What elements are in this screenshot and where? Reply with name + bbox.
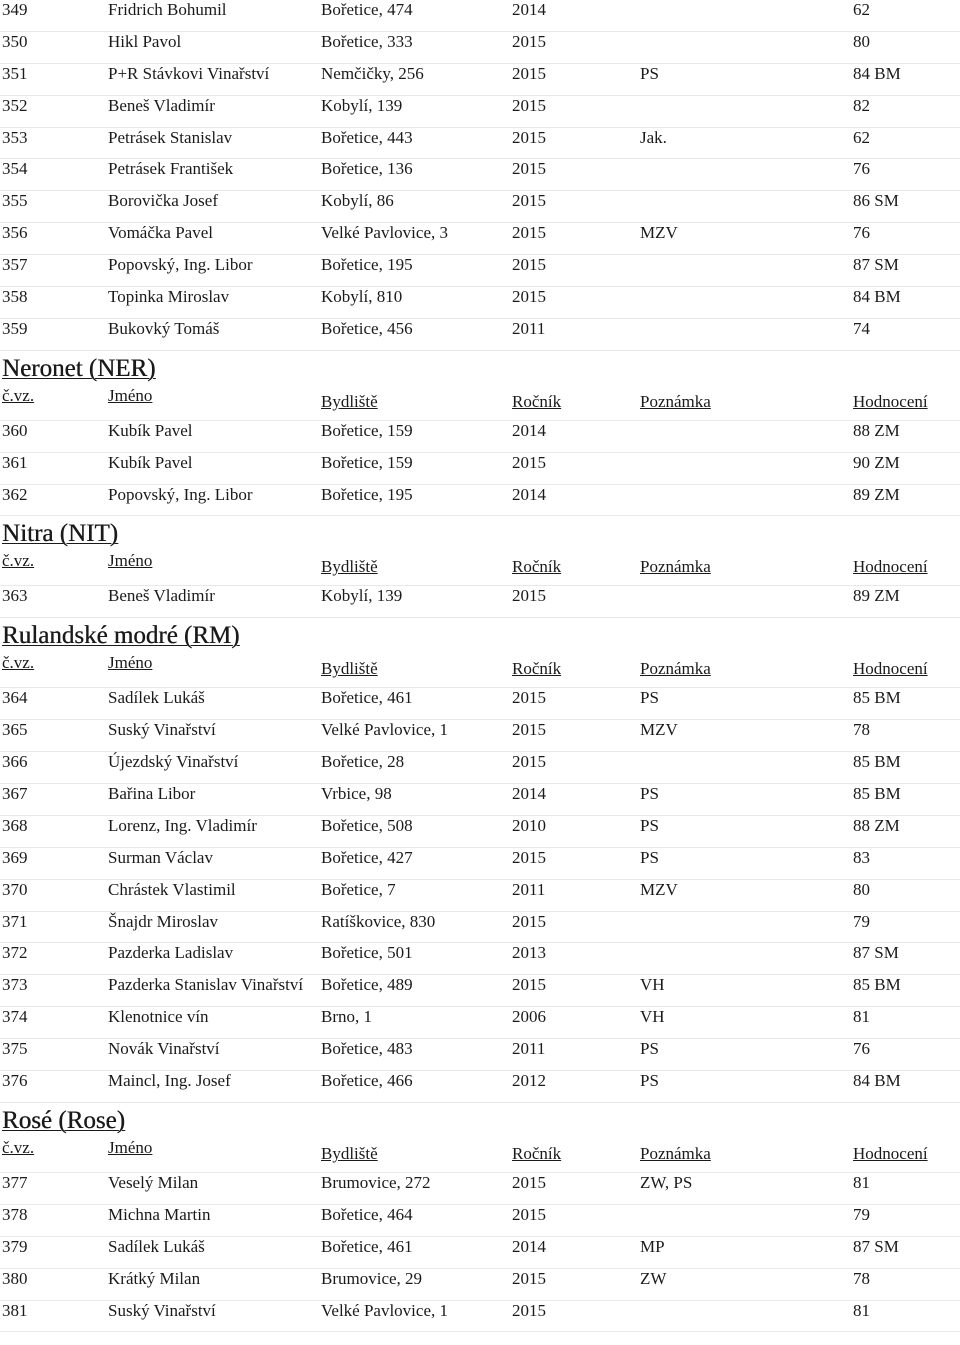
table-header-row <box>0 553 960 586</box>
sample-number-cell: 363 <box>2 586 28 606</box>
column-header-note: Poznámka <box>640 659 711 679</box>
address-cell: Bořetice, 456 <box>321 318 413 338</box>
rating-cell: 81 <box>853 1300 870 1320</box>
producer-name-cell: Topinka Miroslav <box>108 287 230 307</box>
table-row <box>0 64 960 96</box>
table-row <box>0 223 960 255</box>
vintage-year-cell: 2015 <box>512 31 546 51</box>
producer-name-cell: Vomáčka Pavel <box>108 223 213 243</box>
table-row <box>0 128 960 160</box>
sample-number-cell: 377 <box>2 1172 28 1192</box>
vintage-year-cell: 2015 <box>512 452 546 472</box>
address-cell: Bořetice, 159 <box>321 420 413 440</box>
producer-name-cell: Petrásek František <box>108 159 234 179</box>
table-row <box>0 880 960 912</box>
sample-number-cell: 374 <box>2 1007 28 1027</box>
vintage-year-cell: 2015 <box>512 127 546 147</box>
vintage-year-cell: 2015 <box>512 1172 546 1192</box>
sample-number-cell: 354 <box>2 159 28 179</box>
note-cell: MZV <box>640 879 678 899</box>
sample-number-cell: 353 <box>2 127 28 147</box>
vintage-year-cell: 2011 <box>512 1039 546 1059</box>
address-cell: Bořetice, 159 <box>321 452 413 472</box>
rating-cell: 79 <box>853 1204 870 1224</box>
note-cell: ZW, PS <box>640 1172 693 1192</box>
producer-name-cell: Beneš Vladimír <box>108 95 215 115</box>
column-header-address: Bydliště <box>321 391 378 411</box>
address-cell: Bořetice, 333 <box>321 31 413 51</box>
note-cell: Jak. <box>640 127 667 147</box>
address-cell: Bořetice, 474 <box>321 0 413 19</box>
column-header-note: Poznámka <box>640 1143 711 1163</box>
rating-cell: 85 BM <box>853 752 901 772</box>
vintage-year-cell: 2015 <box>512 255 546 275</box>
rating-cell: 83 <box>853 847 870 867</box>
address-cell: Velké Pavlovice, 3 <box>321 223 448 243</box>
producer-name-cell: Hikl Pavol <box>108 31 182 51</box>
producer-name-cell: Suský Vinařství <box>108 720 216 740</box>
vintage-year-cell: 2013 <box>512 943 546 963</box>
sample-number-cell: 351 <box>2 63 28 83</box>
producer-name-cell: Pazderka Stanislav Vinařství <box>108 975 304 995</box>
producer-name-cell: Maincl, Ing. Josef <box>108 1071 231 1091</box>
rating-cell: 86 SM <box>853 191 899 211</box>
producer-name-cell: P+R Stávkovi Vinařství <box>108 63 270 83</box>
address-cell: Velké Pavlovice, 1 <box>321 1300 448 1320</box>
column-header-address: Bydliště <box>321 557 378 577</box>
producer-name-cell: Suský Vinařství <box>108 1300 216 1320</box>
producer-name-cell: Šnajdr Miroslav <box>108 911 219 931</box>
vintage-year-cell: 2014 <box>512 420 546 440</box>
sample-number-cell: 380 <box>2 1268 28 1288</box>
column-header-producer-name: Jméno <box>108 551 153 571</box>
rating-cell: 89 ZM <box>853 484 900 504</box>
address-cell: Bořetice, 195 <box>321 484 413 504</box>
sample-number-cell: 364 <box>2 688 28 708</box>
address-cell: Brumovice, 272 <box>321 1172 431 1192</box>
producer-name-cell: Popovský, Ing. Libor <box>108 255 253 275</box>
sample-number-cell: 368 <box>2 815 28 835</box>
sample-number-cell: 373 <box>2 975 28 995</box>
column-header-rating: Hodnocení <box>853 557 928 577</box>
producer-name-cell: Bukovký Tomáš <box>108 318 220 338</box>
table-row <box>0 1301 960 1333</box>
producer-name-cell: Újezdský Vinařství <box>108 752 239 772</box>
column-header-vintage-year: Ročník <box>512 391 562 411</box>
address-cell: Bořetice, 466 <box>321 1071 413 1091</box>
rating-cell: 78 <box>853 720 870 740</box>
rating-cell: 76 <box>853 159 870 179</box>
address-cell: Bořetice, 461 <box>321 1236 413 1256</box>
table-row <box>0 1205 960 1237</box>
sample-number-cell: 352 <box>2 95 28 115</box>
sample-number-cell: 359 <box>2 318 28 338</box>
rating-cell: 85 BM <box>853 688 901 708</box>
column-header-vintage-year: Ročník <box>512 557 562 577</box>
vintage-year-cell: 2015 <box>512 720 546 740</box>
column-header-sample-number: č.vz. <box>2 551 35 571</box>
table-row <box>0 453 960 485</box>
column-header-address: Bydliště <box>321 659 378 679</box>
column-header-vintage-year: Ročník <box>512 659 562 679</box>
producer-name-cell: Lorenz, Ing. Vladimír <box>108 815 257 835</box>
table-row <box>0 943 960 975</box>
address-cell: Bořetice, 443 <box>321 127 413 147</box>
vintage-year-cell: 2014 <box>512 484 546 504</box>
sample-number-cell: 366 <box>2 752 28 772</box>
table-row <box>0 848 960 880</box>
sample-number-cell: 378 <box>2 1204 28 1224</box>
address-cell: Kobylí, 810 <box>321 287 403 307</box>
note-cell: PS <box>640 784 659 804</box>
vintage-year-cell: 2011 <box>512 318 546 338</box>
column-header-rating: Hodnocení <box>853 391 928 411</box>
table-row <box>0 32 960 64</box>
section-title: Nitra (NIT) <box>2 520 118 548</box>
note-cell: PS <box>640 1071 659 1091</box>
sample-number-cell: 361 <box>2 452 28 472</box>
section-title: Neronet (NER) <box>2 354 156 382</box>
sample-number-cell: 375 <box>2 1039 28 1059</box>
table-row <box>0 586 960 618</box>
rating-cell: 81 <box>853 1007 870 1027</box>
vintage-year-cell: 2015 <box>512 586 546 606</box>
sample-number-cell: 379 <box>2 1236 28 1256</box>
note-cell: MZV <box>640 223 678 243</box>
rating-cell: 85 BM <box>853 784 901 804</box>
rating-cell: 88 ZM <box>853 420 900 440</box>
producer-name-cell: Fridrich Bohumil <box>108 0 227 19</box>
rating-cell: 76 <box>853 1039 870 1059</box>
table-row <box>0 912 960 944</box>
sample-number-cell: 381 <box>2 1300 28 1320</box>
table-row <box>0 720 960 752</box>
producer-name-cell: Bařina Libor <box>108 784 196 804</box>
table-row <box>0 1237 960 1269</box>
producer-name-cell: Veselý Milan <box>108 1172 199 1192</box>
rating-cell: 87 SM <box>853 255 899 275</box>
vintage-year-cell: 2015 <box>512 1204 546 1224</box>
address-cell: Bořetice, 427 <box>321 847 413 867</box>
table-row <box>0 485 960 517</box>
rating-cell: 74 <box>853 318 870 338</box>
rating-cell: 80 <box>853 31 870 51</box>
producer-name-cell: Petrásek Stanislav <box>108 127 233 147</box>
table-row <box>0 96 960 128</box>
vintage-year-cell: 2015 <box>512 911 546 931</box>
sample-number-cell: 355 <box>2 191 28 211</box>
sample-number-cell: 370 <box>2 879 28 899</box>
table-row <box>0 752 960 784</box>
column-header-vintage-year: Ročník <box>512 1143 562 1163</box>
table-row <box>0 1039 960 1071</box>
address-cell: Kobylí, 139 <box>321 95 403 115</box>
vintage-year-cell: 2015 <box>512 63 546 83</box>
vintage-year-cell: 2015 <box>512 688 546 708</box>
table-row <box>0 1269 960 1301</box>
section-title: Rosé (Rose) <box>2 1106 125 1134</box>
producer-name-cell: Sadílek Lukáš <box>108 688 205 708</box>
sample-number-cell: 369 <box>2 847 28 867</box>
producer-name-cell: Popovský, Ing. Libor <box>108 484 253 504</box>
column-header-note: Poznámka <box>640 391 711 411</box>
vintage-year-cell: 2006 <box>512 1007 546 1027</box>
address-cell: Bořetice, 501 <box>321 943 413 963</box>
address-cell: Bořetice, 483 <box>321 1039 413 1059</box>
address-cell: Ratíškovice, 830 <box>321 911 436 931</box>
note-cell: MZV <box>640 720 678 740</box>
producer-name-cell: Kubík Pavel <box>108 420 193 440</box>
section-title: Rulandské modré (RM) <box>2 622 240 650</box>
rating-cell: 84 BM <box>853 1071 901 1091</box>
note-cell: PS <box>640 847 659 867</box>
address-cell: Kobylí, 86 <box>321 191 394 211</box>
sample-number-cell: 365 <box>2 720 28 740</box>
table-row <box>0 1007 960 1039</box>
producer-name-cell: Beneš Vladimír <box>108 586 215 606</box>
rating-cell: 62 <box>853 127 870 147</box>
sample-number-cell: 360 <box>2 420 28 440</box>
vintage-year-cell: 2015 <box>512 975 546 995</box>
rating-cell: 78 <box>853 1268 870 1288</box>
address-cell: Velké Pavlovice, 1 <box>321 720 448 740</box>
sample-number-cell: 362 <box>2 484 28 504</box>
producer-name-cell: Krátký Milan <box>108 1268 201 1288</box>
address-cell: Kobylí, 139 <box>321 586 403 606</box>
rating-cell: 87 SM <box>853 1236 899 1256</box>
rating-cell: 81 <box>853 1172 870 1192</box>
note-cell: PS <box>640 1039 659 1059</box>
vintage-year-cell: 2014 <box>512 0 546 19</box>
vintage-year-cell: 2015 <box>512 191 546 211</box>
sample-number-cell: 371 <box>2 911 28 931</box>
column-header-rating: Hodnocení <box>853 659 928 679</box>
vintage-year-cell: 2011 <box>512 879 546 899</box>
table-header-row <box>0 655 960 688</box>
producer-name-cell: Kubík Pavel <box>108 452 193 472</box>
rating-cell: 89 ZM <box>853 586 900 606</box>
table-header-row <box>0 385 960 421</box>
table-row <box>0 191 960 223</box>
rating-cell: 88 ZM <box>853 815 900 835</box>
address-cell: Bořetice, 7 <box>321 879 396 899</box>
column-header-sample-number: č.vz. <box>2 385 35 405</box>
producer-name-cell: Pazderka Ladislav <box>108 943 234 963</box>
vintage-year-cell: 2015 <box>512 1268 546 1288</box>
column-header-producer-name: Jméno <box>108 1137 153 1157</box>
column-header-sample-number: č.vz. <box>2 653 35 673</box>
table-row <box>0 255 960 287</box>
rating-cell: 62 <box>853 0 870 19</box>
table-row <box>0 784 960 816</box>
table-row <box>0 1071 960 1103</box>
vintage-year-cell: 2014 <box>512 784 546 804</box>
address-cell: Brumovice, 29 <box>321 1268 423 1288</box>
column-header-address: Bydliště <box>321 1143 378 1163</box>
vintage-year-cell: 2015 <box>512 223 546 243</box>
sample-number-cell: 367 <box>2 784 28 804</box>
vintage-year-cell: 2015 <box>512 159 546 179</box>
note-cell: PS <box>640 815 659 835</box>
address-cell: Vrbice, 98 <box>321 784 392 804</box>
producer-name-cell: Michna Martin <box>108 1204 211 1224</box>
address-cell: Bořetice, 28 <box>321 752 405 772</box>
sample-number-cell: 357 <box>2 255 28 275</box>
note-cell: VH <box>640 975 665 995</box>
rating-cell: 82 <box>853 95 870 115</box>
note-cell: MP <box>640 1236 665 1256</box>
table-row <box>0 688 960 720</box>
table-row <box>0 159 960 191</box>
sample-number-cell: 350 <box>2 31 28 51</box>
column-header-rating: Hodnocení <box>853 1143 928 1163</box>
address-cell: Bořetice, 489 <box>321 975 413 995</box>
table-header-row <box>0 1137 960 1173</box>
rating-cell: 79 <box>853 911 870 931</box>
producer-name-cell: Klenotnice vín <box>108 1007 209 1027</box>
vintage-year-cell: 2014 <box>512 1236 546 1256</box>
producer-name-cell: Borovička Josef <box>108 191 219 211</box>
rating-cell: 85 BM <box>853 975 901 995</box>
vintage-year-cell: 2015 <box>512 287 546 307</box>
address-cell: Bořetice, 464 <box>321 1204 413 1224</box>
sample-number-cell: 349 <box>2 0 28 19</box>
vintage-year-cell: 2015 <box>512 752 546 772</box>
table-row <box>0 319 960 351</box>
address-cell: Nemčičky, 256 <box>321 63 424 83</box>
column-header-sample-number: č.vz. <box>2 1137 35 1157</box>
address-cell: Bořetice, 461 <box>321 688 413 708</box>
table-row <box>0 1173 960 1205</box>
table-row <box>0 816 960 848</box>
producer-name-cell: Sadílek Lukáš <box>108 1236 205 1256</box>
note-cell: VH <box>640 1007 665 1027</box>
producer-name-cell: Surman Václav <box>108 847 213 867</box>
vintage-year-cell: 2015 <box>512 847 546 867</box>
address-cell: Bořetice, 136 <box>321 159 413 179</box>
address-cell: Bořetice, 508 <box>321 815 413 835</box>
table-row <box>0 0 960 32</box>
vintage-year-cell: 2012 <box>512 1071 546 1091</box>
sample-number-cell: 372 <box>2 943 28 963</box>
vintage-year-cell: 2015 <box>512 95 546 115</box>
note-cell: PS <box>640 63 659 83</box>
rating-cell: 87 SM <box>853 943 899 963</box>
producer-name-cell: Novák Vinařství <box>108 1039 220 1059</box>
table-row <box>0 421 960 453</box>
sample-number-cell: 376 <box>2 1071 28 1091</box>
column-header-producer-name: Jméno <box>108 385 153 405</box>
note-cell: PS <box>640 688 659 708</box>
producer-name-cell: Chrástek Vlastimil <box>108 879 236 899</box>
vintage-year-cell: 2010 <box>512 815 546 835</box>
table-row <box>0 287 960 319</box>
vintage-year-cell: 2015 <box>512 1300 546 1320</box>
rating-cell: 84 BM <box>853 63 901 83</box>
rating-cell: 90 ZM <box>853 452 900 472</box>
address-cell: Bořetice, 195 <box>321 255 413 275</box>
note-cell: ZW <box>640 1268 667 1288</box>
column-header-note: Poznámka <box>640 557 711 577</box>
sample-number-cell: 356 <box>2 223 28 243</box>
column-header-producer-name: Jméno <box>108 653 153 673</box>
table-row <box>0 975 960 1007</box>
address-cell: Brno, 1 <box>321 1007 372 1027</box>
rating-cell: 84 BM <box>853 287 901 307</box>
rating-cell: 80 <box>853 879 870 899</box>
rating-cell: 76 <box>853 223 870 243</box>
sample-number-cell: 358 <box>2 287 28 307</box>
